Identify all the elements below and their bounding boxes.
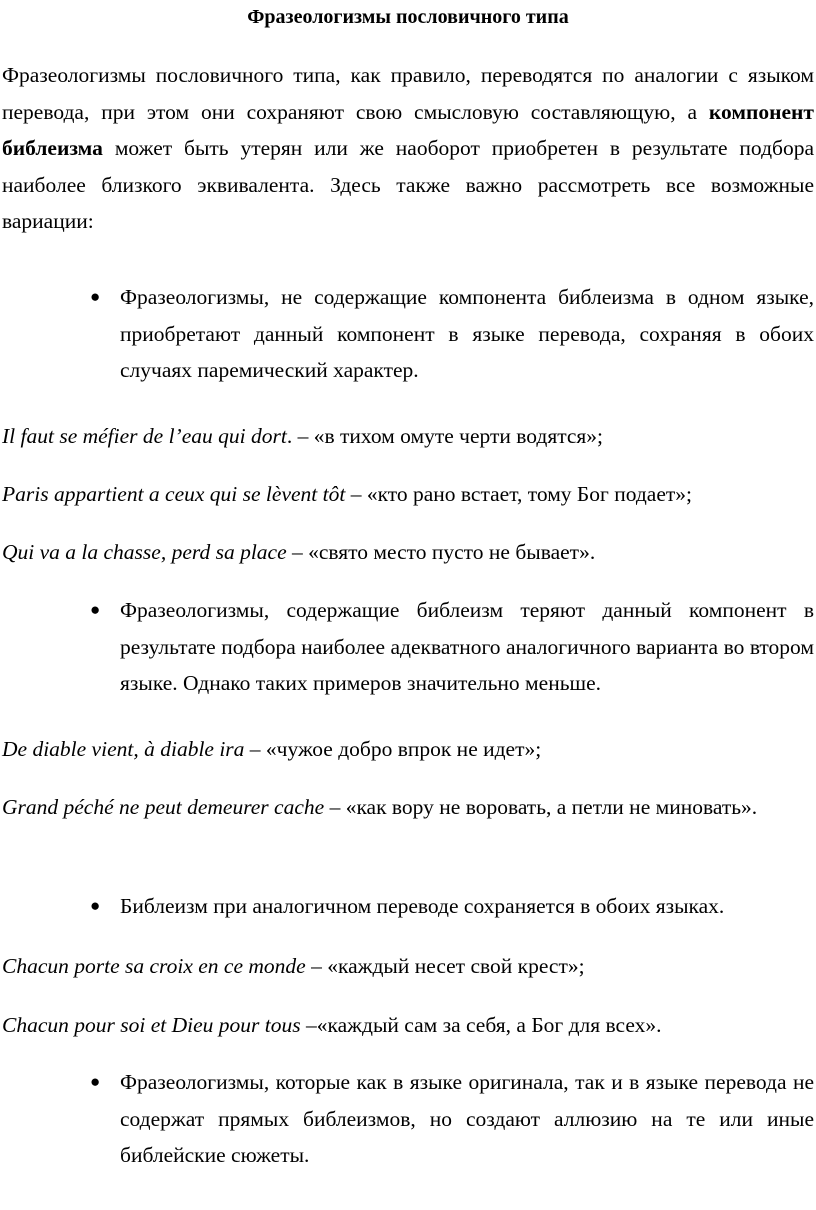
example-line-7 xyxy=(2,1007,814,1044)
intro-text-end: может быть утерян или же наоборот приобретен в результате подбора наиболее близкого эквивалента. Здесь также важно рассмотреть все возможные вариации: xyxy=(2,136,814,234)
example-russian: – «каждый несет свой крест»; xyxy=(305,954,585,978)
bullet-text: Библеизм при аналогичном переводе сохраняется в обоих языках. xyxy=(120,894,725,918)
bullet-dot-icon: ● xyxy=(90,600,101,619)
example-french: Qui va a la chasse, perd sa place xyxy=(2,540,287,564)
bullet-text: Фразеологизмы, не содержащие компонента библеизма в одном языке, приобретают данный компонент в языке перевода, сохраняя в обоих случаях паремический характер. xyxy=(120,285,814,383)
example-russian: – «кто рано встает, тому Бог подает»; xyxy=(345,482,692,506)
example-line-3 xyxy=(2,534,814,571)
example-french: Paris appartient a ceux qui se lèvent tôt xyxy=(2,482,346,506)
bullet-item-4 xyxy=(90,1064,814,1174)
example-russian: – «чужое добро впрок не идет»; xyxy=(249,737,542,761)
bullet-item-1 xyxy=(90,279,814,389)
example-russian: – «как вору не воровать, а петли не миновать». xyxy=(324,795,758,819)
bullet-text: Фразеологизмы, содержащие библеизм теряют данный компонент в результате подбора наиболее адекватного аналогичного варианта во втором языке. Однако таких примеров значительно меньше. xyxy=(120,598,814,696)
intro-text-start: Фразеологизмы пословичного типа, как правило, переводятся по аналогии с языком перевода, при этом они сохраняют свою смысловую составляющую, а xyxy=(2,63,814,124)
example-french: De diable vient, à diable ira xyxy=(2,737,250,761)
bullet-dot-icon: ● xyxy=(90,287,101,306)
example-line-1 xyxy=(2,418,814,455)
example-line-5 xyxy=(2,789,814,826)
document-title: Фразеологизмы пословичного типа xyxy=(247,6,569,28)
example-french: Chacun pour soi et Dieu pour tous xyxy=(2,1013,301,1037)
example-line-4 xyxy=(2,731,814,768)
bullet-dot-icon: ● xyxy=(90,1072,101,1091)
example-russian: . – «в тихом омуте черти водятся»; xyxy=(286,424,604,448)
example-line-2 xyxy=(2,476,814,513)
example-russian: – «свято место пусто не бывает». xyxy=(286,540,596,564)
example-line-6 xyxy=(2,948,814,985)
intro-bold-term: компонент библеизма xyxy=(2,99,814,161)
bullet-text: Фразеологизмы, которые как в языке оригинала, так и в языке перевода не содержат прямых библеизмов, но создают аллюзию на те или иные библейские сюжеты. xyxy=(120,1070,814,1168)
example-russian: –«каждый сам за себя, а Бог для всех». xyxy=(300,1013,662,1037)
example-french: Grand péché ne peut demeurer cache xyxy=(2,795,325,819)
example-french: Chacun porte sa croix en ce monde xyxy=(2,954,306,978)
example-french: Il faut se méfier de l’eau qui dort xyxy=(2,424,287,448)
intro-paragraph xyxy=(2,57,814,240)
bullet-dot-icon: ● xyxy=(90,896,101,915)
bullet-item-3 xyxy=(90,888,814,925)
bullet-item-2 xyxy=(90,592,814,702)
